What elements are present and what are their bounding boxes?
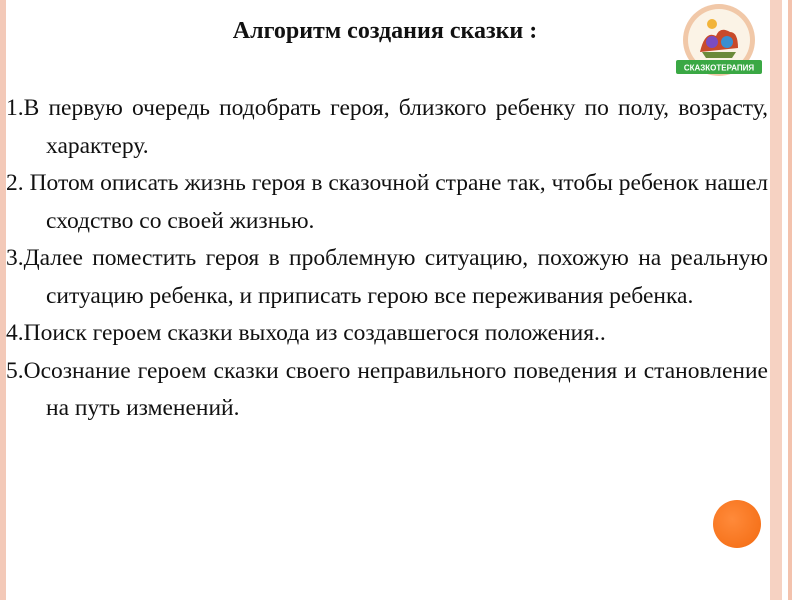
- slide-title: Алгоритм создания сказки :: [232, 18, 538, 44]
- right-border-stripe: [770, 0, 782, 600]
- step-text: Поиск героем сказки выхода из создавшегося положения..: [23, 320, 606, 346]
- right-border-stripe-thin: [788, 0, 792, 600]
- step-item: [6, 90, 768, 165]
- step-text: Далее поместить героя в проблемную ситуацию, похожую на реальную ситуацию ребенка, и приписать герою все переживания ребенка.: [23, 245, 768, 309]
- step-number: 2.: [6, 170, 30, 196]
- step-text: Потом описать жизнь героя в сказочной стране так, чтобы ребенок нашел сходство со своей жизнью.: [29, 170, 769, 234]
- orange-circle-decoration: [713, 500, 761, 548]
- fairytale-therapy-logo: [672, 2, 766, 86]
- step-number: 3.: [6, 245, 24, 271]
- step-item: [6, 240, 768, 315]
- step-item: [6, 315, 768, 353]
- step-item: [6, 165, 768, 240]
- logo-banner-text: СКАЗКОТЕРАПИЯ: [683, 63, 755, 73]
- algorithm-steps-list: [6, 90, 768, 428]
- step-text: В первую очередь подобрать героя, близкого ребенку по полу, возрасту, характеру.: [23, 95, 768, 159]
- step-item: [6, 353, 768, 428]
- step-number: 5.: [6, 357, 24, 384]
- step-number: 1.: [6, 95, 24, 121]
- step-text: Осознание героем сказки своего неправильного поведения и становление на путь изменений.: [23, 357, 768, 421]
- step-number: 4.: [6, 320, 24, 346]
